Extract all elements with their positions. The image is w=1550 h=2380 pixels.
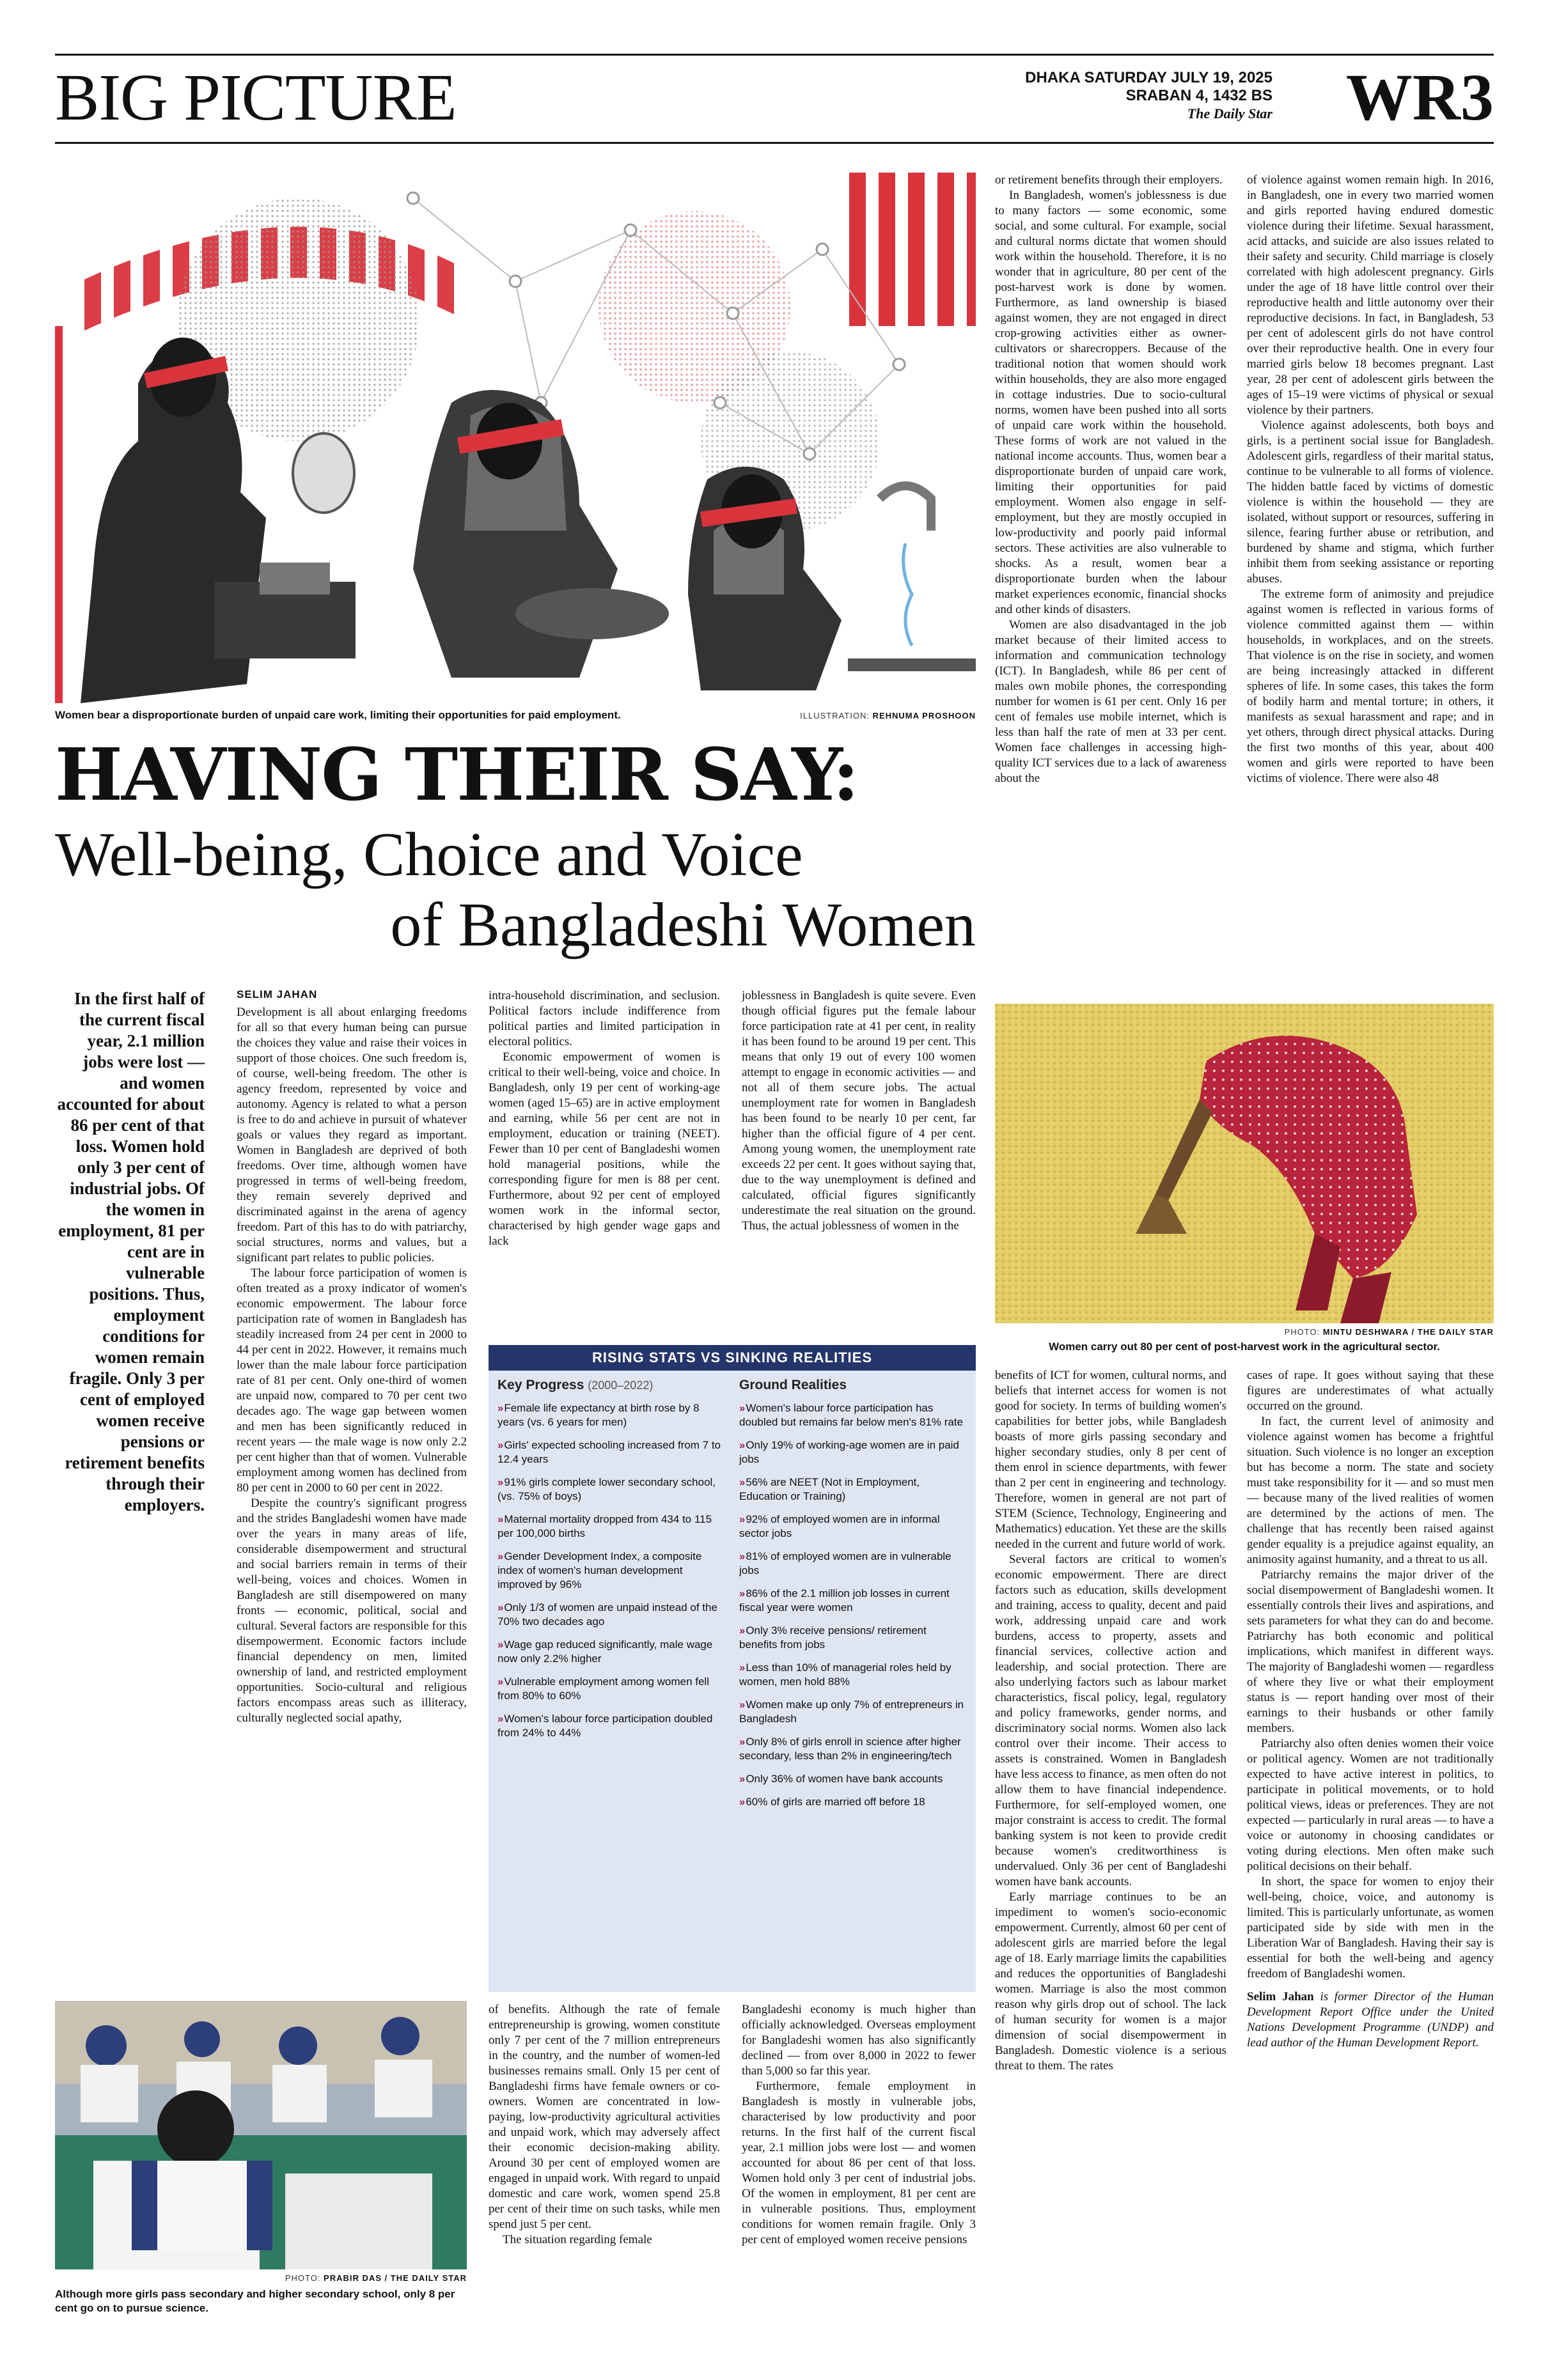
right-stat-text: 86% of the 2.1 million job losses in current fiscal year were women [739,1587,950,1614]
article-col-1 [237,1005,467,1996]
bangla-date: SRABAN 4, 1432 BS [1125,87,1272,104]
right-credit-label: PHOTO: [1284,1327,1320,1337]
top-photo-caption: Women bear a disproportionate burden of unpaid care work, limiting their opportunities for paid employment. [55,709,621,721]
chevron-icon: ›› [739,1513,744,1525]
left-stat-item [497,1438,721,1466]
left-stat-text: Women's labour force participation doubled from 24% to 44% [497,1713,713,1739]
right-stat-item [739,1795,967,1809]
chevron-icon: ›› [739,1550,744,1562]
stats-right-list [739,1401,967,1809]
article-col-5 [1247,173,1494,993]
stats-left-head-text: Key Progress [497,1378,584,1392]
bottom-photo-credit [55,2273,467,2283]
stats-left-col [497,1378,721,1749]
chevron-icon: ›› [497,1439,503,1451]
col4-p2: In Bangladesh, women's joblessness is due to many factors — some economic, some social, and some cultural. For example, social and cultural norms dictate that women should work within the household. Therefore, it is no wonder that in agriculture, 80 per cent of the post-harvest work is done by women. Furthermore, as land ownership is biased against women, they are not engaged in direct crop-growing activities either as owner-cultivators or sharecroppers. Because of the traditional notion that women should work within households, they are also more engaged in cottage industries. Due to socio-cultural norms, women have been pushed into all sorts of unpaid care work within the household. These forms of work are not valued in the national income accounts. Thus, women bear a disproportionate burden of unpaid care work, limiting their opportunities for paid employment. Women also engage in self-employment, but they are mostly occupied in low-productivity and poorly paid informal sectors. These activities are also vulnerable to shocks. As a result, women bear a disproportionate burden when the labour market experiences economic, financial shocks and other kinds of disasters. [995,189,1226,616]
col5b-p5: In short, the space for women to enjoy their well-being, choice, voice, and autonomy is limited. This is particularly unfortunate, as women participated side by side with men in the Liberation War of Bangladesh. Having their say is essential for both the well-being and agency freedom of Bangladeshi women. [1247,1875,1494,1980]
right-credit-name: MINTU DESHWARA / THE DAILY STAR [1322,1327,1494,1337]
stats-title: RISING STATS VS SINKING REALITIES [489,1345,976,1371]
col5-p2: Violence against adolescents, both boys and girls, is a pertinent social issue for Bangladesh. Adolescent girls, regardless of their marital status, continue to be vulnerable to all forms of violence. The hidden battle faced by victims of domestic violence is within the household — they are isolated, without support or resources, suffering in silence, fearing further abuse or retribution, and burdened by shame and stigma, which further inhibit them from seeking assistance or reporting abuses. [1247,419,1494,586]
byline: SELIM JAHAN [237,988,318,1000]
col3b-p2: Furthermore, female employment in Bangladesh is mostly in vulnerable jobs, characterised by low productivity and poor returns. In the first half of the current fiscal year, 2.1 million jobs were lost — and women accounted for about 86 per cent of that loss. Women hold only 3 per cent of industrial jobs. Of the women in employment, 81 per cent are in vulnerable positions. Thus, employment conditions for women remain fragile. Only 3 per cent of employed women receive pensions [742,2080,976,2246]
right-stat-item [739,1587,967,1615]
schoolgirls-photo [55,2001,467,2269]
col1-p1: Development is all about enlarging freedoms for all so that every human being can pursue the choices they value and raise their voices in support of those choices. One such freedom is, of course, well-being freedom. The other is agency freedom, represented by voice and autonomy. Agency is related to what a person is free to do and achieve in pursuit of whatever goals or values they regard as important. Women in Bangladesh are deprived of both freedoms. Over time, although women have progressed in terms of well-being freedom, they remain severely deprived and discriminated against in the arena of agency freedom. Part of this has to do with patriarchy, social structures, norms and values, but a significant part relates to public policies. [237,1006,467,1264]
left-stat-item [497,1712,721,1740]
left-stat-text: Vulnerable employment among women fell from 80% to 60% [497,1676,709,1702]
author-bio: is former Director of the Human Development Report Office under the United Nations Development Programme (UNDP) and lead author of the Human Development Report. [1247,1990,1494,2049]
col4b-p2: Several factors are critical to women's economic empowerment. There are direct factors such as education, skills development and training, access to quality, decent and paid work, addressing unpaid care and work burdens, access to property, assets and financial services, collective action and leadership, and social protection. There are also underlying factors such as labour market characteristics, fiscal policy, legal, regulatory and policy frameworks, gender norms, and discriminatory social norms. Women also lack control over their income. Their access to assets is constrained. Women in Bangladesh have less access to finance, as men often do not allow them to have financial independence. Furthermore, for self-employed women, one major constraint is access to credit. The formal banking system is not keen to provide credit because women's creditworthiness is undervalued. Only 36 per cent of Bangladeshi women have bank accounts. [995,1553,1226,1888]
chevron-icon: ›› [497,1713,503,1725]
bottom-credit-name: PRABIR DAS / THE DAILY STAR [324,2273,467,2283]
illustration-svg [55,173,976,703]
right-stat-text: Only 3% receive pensions/ retirement benefits from jobs [739,1624,927,1651]
right-stat-text: 81% of employed women are in vulnerable jobs [739,1550,951,1576]
chevron-icon: ›› [497,1601,503,1614]
left-stat-text: Wage gap reduced significantly, male wage now only 2.2% higher [497,1638,713,1665]
schoolgirls-svg [55,2001,467,2269]
pull-quote: In the first half of the current fiscal year, 2.1 million jobs were lost — and women accounted for about 86 per cent of that loss. Women hold only 3 per cent of industrial jobs. Of the women in employment, 81 per cent are in vulnerable positions. Thus, employment conditions for women remain fragile. Only 3 per cent of employed women receive pensions or retirement benefits through their employers. [57,989,205,1514]
chevron-icon: ›› [739,1736,744,1748]
top-illustration [55,173,976,703]
chevron-icon: ›› [739,1587,744,1599]
left-stat-text: Female life expectancy at birth rose by 8 years (vs. 6 years for men) [497,1402,700,1428]
right-photo-credit [995,1327,1494,1337]
article-col-5-bottom [1247,1368,1494,2321]
right-stat-item [739,1475,967,1504]
right-stat-text: Only 19% of working-age women are in paid jobs [739,1439,959,1465]
masthead-rule [55,142,1494,144]
bottom-credit-label: PHOTO: [285,2273,321,2283]
left-stat-item [497,1401,721,1429]
right-stat-item [739,1624,967,1652]
col3b-p1: Bangladeshi economy is much higher than officially acknowledged. Overseas employment for Bangladeshi women has also significantly declined — from over 8,000 in 2022 to fewer than 5,000 so far this year. [742,2003,976,2078]
author-name: Selim Jahan [1247,1990,1314,2003]
right-stat-item [739,1772,967,1786]
col2b-p1: of benefits. Although the rate of female entrepreneurship is growing, women constitute only 7 per cent of the 7 million entrepreneurs in the country, and the number of women-led businesses remains small. Only 15 per cent of Bangladeshi firms have female owners or co-owners. Women are concentrated in low-paying, low-productivity agricultural activities and unpaid work, which may adversely affect their economic decision-making ability. Around 30 per cent of employed women are engaged in unpaid work. With regard to unpaid domestic and care work, women spend 25.8 per cent of their time on such tasks, while men spend just 5 per cent. [489,2003,720,2231]
stats-box [489,1345,976,1992]
stats-left-heading [497,1378,721,1392]
right-photo-caption: Women carry out 80 per cent of post-harvest work in the agricultural sector. [1049,1341,1440,1353]
chevron-icon: ›› [497,1476,503,1488]
chevron-icon: ›› [739,1476,744,1488]
col4b-p1: benefits of ICT for women, cultural norms, and beliefs that internet access for women is not good for society. In terms of building women's capabilities for better jobs, while Bangladesh boasts of more girls passing secondary and higher secondary studies, only 8 per cent of them enrol in science departments, with fewer than 2 per cent in engineering and technology. Therefore, women in general are not part of STEM (Science, Technology, Engineering and Mathematics) education. Yet these are the skills needed in the current and future world of work. [995,1369,1226,1551]
left-stat-item [497,1675,721,1703]
left-stat-text: Only 1/3 of women are unpaid instead of the 70% two decades ago [497,1601,717,1628]
chevron-icon: ›› [497,1550,503,1562]
top-credit-name: REHNUMA PROSHOON [872,711,976,720]
stats-left-years: (2000–2022) [588,1379,654,1392]
chevron-icon: ›› [739,1661,744,1674]
right-stat-text: 60% of girls are married off before 18 [746,1796,925,1808]
paper-name: The Daily Star [1187,105,1272,121]
right-stat-item [739,1698,967,1726]
article-col-3-bottom [742,2002,976,2309]
article-col-4-bottom [995,1368,1226,2321]
top-photo-credit [774,711,976,720]
right-stat-item [739,1401,967,1429]
col4b-p3: Early marriage continues to be an impediment to women's socio-economic empowerment. Currently, almost 60 per cent of adolescent girls are married before the legal age of 18. Early marriage limits the capabilities and reduces the opportunities of Bangladeshi women. Marriage is also the most common reason why girls drop out of school. The lack of human security for women is a major dimension of social disempowerment in Bangladesh. Domestic violence is a serious threat to them. The rates [995,1890,1226,2073]
right-stat-text: Only 8% of girls enroll in science after higher secondary, less than 2% in engineering/tech [739,1736,961,1762]
author-note [1247,1989,1494,2051]
chevron-icon: ›› [739,1773,744,1785]
left-stat-item [497,1513,721,1541]
right-stat-text: Women's labour force participation has doubled but remains far below men's 81% rate [739,1402,964,1428]
article-col-4 [995,173,1226,993]
headline-sub-1: Well-being, Choice and Voice [55,820,803,889]
right-stat-text: 92% of employed women are in informal sector jobs [739,1513,940,1539]
dateline-text: DHAKA SATURDAY JULY 19, 2025 [1025,69,1272,86]
left-stat-text: Girls' expected schooling increased from 7 to 12.4 years [497,1439,721,1465]
chevron-icon: ›› [739,1699,744,1711]
headline-main: HAVING THEIR SAY: [55,733,858,817]
col2-p1: intra-household discrimination, and seclusion. Political factors include indifference from political parties and limited participation in electoral politics. [489,989,720,1048]
chevron-icon: ›› [497,1676,503,1688]
right-stat-item [739,1661,967,1689]
left-stat-item [497,1638,721,1666]
right-stat-item [739,1438,967,1466]
stats-right-col [739,1378,967,1818]
harvest-photo [995,1004,1494,1323]
left-stat-text: 91% girls complete lower secondary school, (vs. 75% of boys) [497,1476,716,1502]
left-stat-item [497,1550,721,1592]
left-stat-text: Maternal mortality dropped from 434 to 115 per 100,000 births [497,1513,712,1539]
top-credit-label: ILLUSTRATION: [800,711,870,720]
col5-p1: of violence against women remain high. In 2016, in Bangladesh, one in every two married women and girls reported having endured domestic violence during their lifetime. Sexual harassment, acid attacks, and suicide are also issues related to their safety and security. Child marriage is closely correlated with high adolescent pregnancy. Girls under the age of 18 have little control over their reproductive health and little autonomy over their reproductive decisions. In fact, in Bangladesh, 53 per cent of adolescent girls do not have control over their reproductive health. One in every four married girls below 18 becomes pregnant. Last year, 28 per cent of adolescent girls between the ages of 15–19 were victims of physical or sexual violence by their partners. [1247,173,1494,417]
right-stat-text: Only 36% of women have bank accounts [746,1773,943,1785]
stats-left-list [497,1401,721,1740]
right-stat-item [739,1550,967,1578]
chevron-icon: ›› [497,1513,503,1525]
col3-p1: joblessness in Bangladesh is quite severe. Even though official figures put the female labour force participation rate at 41 per cent, in reality it has been found to be around 19 per cent. This means that only 19 out of every 100 women attempt to engage in economic activities — and not all of them secure jobs. The actual unemployment rate for women in Bangladesh has been found to be nearly 10 per cent, far higher than the official figure of 4 per cent. Among young women, the unemployment rate exceeds 22 per cent. It goes without saying that, due to the way unemployment is defined and calculated, official figures significantly underestimate the real situation on the ground. Thus, the actual joblessness of women in the [742,989,976,1233]
col2b-p2: The situation regarding female [503,2233,652,2246]
page-number: WR3 [1345,61,1494,134]
harvest-svg [995,1004,1494,1323]
left-stat-item [497,1601,721,1629]
col5b-p1: cases of rape. It goes without saying that these figures are underestimates of what actually occurred on the ground. [1247,1369,1494,1413]
col1-p3: Despite the country's significant progress and the strides Bangladeshi women have made over the years in many areas of life, considerable disempowerment and structural and social barriers remain in terms of their well-being, voices and choices. Women in Bangladesh are still disempowered on many fronts — economic, political, social and cultural. Several factors are responsible for this disempowerment. Economic factors include financial dependency on men, limited ownership of land, and restricted employment opportunities. Socio-cultural and religious factors encompass areas such as illiteracy, culturally neglected social apathy, [237,1497,467,1725]
stats-right-heading: Ground Realities [739,1378,847,1392]
right-stat-item [739,1513,967,1541]
section-title: BIG PICTURE [55,61,457,134]
headline-sub-2: of Bangladeshi Women [390,891,976,960]
top-rule [55,54,1494,56]
article-col-2 [489,988,720,1334]
article-col-3 [742,988,976,1334]
col5b-p3: Patriarchy remains the major driver of the social disempowerment of Bangladeshi women. It essentially controls their lives and aspirations, and sets parameters for what they can do and become. Patriarchy has both economic and political implications, which manifest in different ways. The majority of Bangladeshi women — regardless of where they live or what their employment status is — report handing over most of their earnings to their husbands or other family members. [1247,1568,1494,1735]
col5b-p2: In fact, the current level of animosity and violence against women has become a frightful situation. Such violence is no longer an exception but has become a norm. The state and society must take responsibility for it — and so must men — because many of the lived realities of women are determined by the actions of men. The challenge that has recently been raised against gender equality is a prejudice against equality, an animosity against humanity, and a threat to us all. [1247,1415,1494,1566]
col1-p2: The labour force participation of women is often treated as a proxy indicator of women's economic empowerment. The labour force participation rate of women in Bangladesh has steadily increased from 24 per cent in 2000 to 44 per cent in 2022. However, it remains much lower than the male labour force participation rate of 81 per cent. Only one-third of women are unpaid now, compared to 70 per cent two decades ago. The wage gap between women and men has been significantly reduced in recent years — the male wage is now only 2.2 per cent higher than that of women. Vulnerable employment among women has declined from 80 per cent in 2000 to 60 per cent in 2022. [237,1266,467,1495]
left-stat-text: Gender Development Index, a composite index of women's human development improved by 96% [497,1550,702,1591]
chevron-icon: ›› [739,1624,744,1637]
col4-p3: Women are also disadvantaged in the job market because of their limited access to information and communication technology (ICT). In Bangladesh, while 86 per cent of males own mobile phones, the corresponding number for women is 61 per cent. Only 16 per cent of females use mobile internet, which is less than half the rate of men at 33 per cent. Women face challenges in accessing high-quality ICT services due to a lack of awareness about the [995,618,1226,785]
left-stat-item [497,1475,721,1504]
col5b-p4: Patriarchy also often denies women their voice or political agency. Women are not traditionally expected to have active interest in politics, to participate in political movements, or to hold political views, ideas or preferences. They are not expected — particularly in rural areas — to have a voice or autonomy in choosing candidates or voting during elections. Men often make such political decisions on their behalf. [1247,1737,1494,1873]
col4-p1: or retirement benefits through their employers. [995,173,1223,187]
bottom-photo-caption: Although more girls pass secondary and higher secondary school, only 8 per cent go on to pursue science. [55,2288,455,2314]
col2-p2: Economic empowerment of women is critical to their well-being, voice and choice. In Bangladesh, only 19 per cent of working-age women (aged 15–65) are in active employment and earning, while 56 per cent are not in employment, education or training (NEET). Fewer than 10 per cent of Bangladeshi women hold managerial positions, while the corresponding figure for men is 88 per cent. Furthermore, about 92 per cent of employed women work in the informal sector, characterised by high gender wage gaps and lack [489,1050,720,1248]
right-stat-item [739,1735,967,1763]
right-stat-text: Women make up only 7% of entrepreneurs in Bangladesh [739,1699,964,1725]
chevron-icon: ›› [739,1439,744,1451]
chevron-icon: ›› [497,1638,503,1651]
article-col-2-bottom [489,2002,720,2309]
col5-p3: The extreme form of animosity and prejudice against women is reflected in various forms of violence committed against them — within households, in workplaces, and on the streets. That violence is on the rise in society, and women are being increasingly attacked in different spheres of life. In some cases, this takes the form of bodily harm and mental torture; in others, it manifests as sexual harassment and rape; and in yet others, through direct physical attacks. During the first two months of this year, about 400 women and girls were reported to have been victims of violence. There were also 48 [1247,587,1494,785]
dateline [946,69,1272,123]
chevron-icon: ›› [739,1402,744,1414]
chevron-icon: ›› [497,1402,503,1414]
right-stat-text: Less than 10% of managerial roles held by women, men hold 88% [739,1661,951,1688]
right-stat-text: 56% are NEET (Not in Employment, Education or Training) [739,1476,920,1502]
chevron-icon: ›› [739,1796,744,1808]
